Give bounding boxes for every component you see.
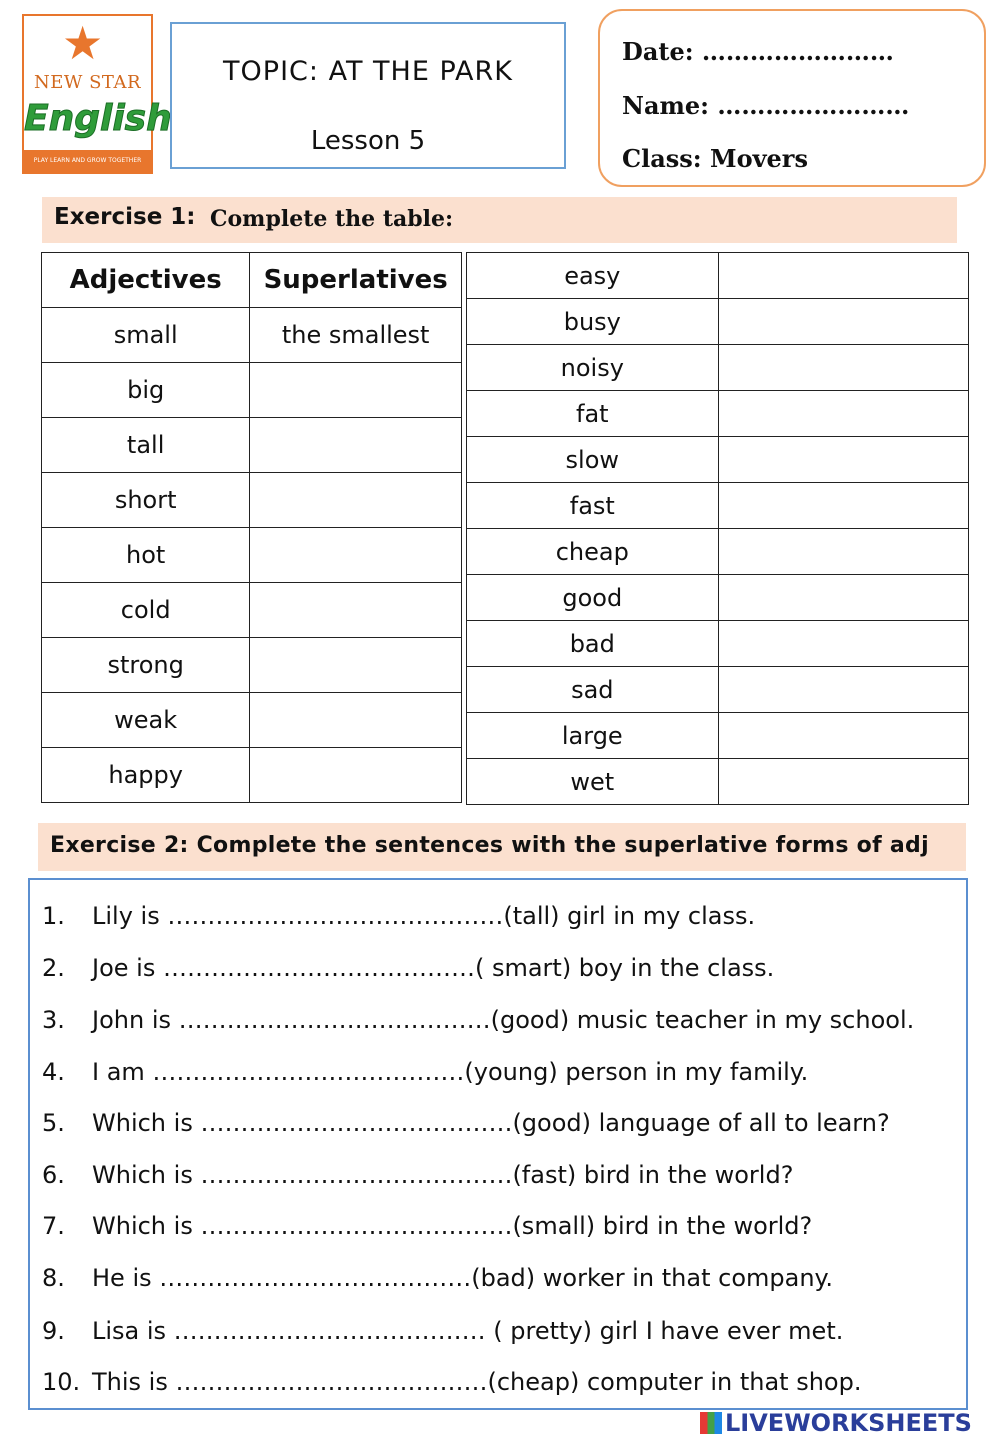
superlative-answer-cell[interactable]: [718, 529, 968, 575]
adjectives-header: Adjectives: [42, 253, 250, 308]
sentence-number: 8.: [42, 1264, 65, 1292]
date-field[interactable]: Date: ……………………: [622, 37, 894, 66]
sentence-item[interactable]: [42, 1161, 793, 1189]
adjective-cell: short: [42, 473, 250, 528]
sentence-number: 7.: [42, 1212, 65, 1240]
superlative-answer-cell[interactable]: [250, 473, 462, 528]
sentence-item[interactable]: [42, 902, 755, 930]
table-row: [467, 391, 969, 437]
superlative-answer-cell[interactable]: [250, 583, 462, 638]
adjective-cell: slow: [467, 437, 719, 483]
superlative-answer-cell[interactable]: [718, 621, 968, 667]
sentence-item[interactable]: [42, 1317, 843, 1345]
exercise2-banner: [38, 823, 966, 871]
name-field[interactable]: Name: ……………………: [622, 91, 910, 120]
superlative-answer-cell[interactable]: [250, 363, 462, 418]
table-row: [42, 473, 462, 528]
brand-text: LIVEWORKSHEETS: [725, 1409, 972, 1437]
sentences-box: [28, 878, 968, 1410]
table-row: [467, 713, 969, 759]
adjective-cell: bad: [467, 621, 719, 667]
logo: [22, 14, 172, 174]
table-row: [467, 483, 969, 529]
table-row: [467, 345, 969, 391]
superlative-answer-cell[interactable]: [718, 575, 968, 621]
sentence-item[interactable]: [42, 1109, 890, 1137]
table-row: [42, 748, 462, 803]
liveworksheets-brand: [700, 1409, 972, 1437]
superlative-answer-cell[interactable]: the smallest: [250, 308, 462, 363]
adjective-cell: cheap: [467, 529, 719, 575]
superlative-answer-cell[interactable]: [250, 418, 462, 473]
logo-line2: English: [24, 98, 172, 139]
adjective-cell: sad: [467, 667, 719, 713]
topic-box: [170, 22, 566, 169]
table-row: [467, 575, 969, 621]
sentence-text: Which is …………………………………(fast) bird in the world?: [92, 1161, 794, 1189]
sentence-text: This is …………………………………(cheap) computer in that shop.: [92, 1368, 862, 1396]
sentence-text: Joe is …………………………………( smart) boy in the class.: [92, 954, 775, 982]
sentence-item[interactable]: [42, 954, 774, 982]
adjective-cell: fast: [467, 483, 719, 529]
sentence-number: 3.: [42, 1006, 65, 1034]
superlative-answer-cell[interactable]: [250, 528, 462, 583]
sentence-text: Which is …………………………………(good) language of all to learn?: [92, 1109, 890, 1137]
sentence-number: 1.: [42, 902, 65, 930]
adjective-cell: tall: [42, 418, 250, 473]
exercise1-instruction: Complete the table:: [210, 206, 454, 232]
table-row: [467, 667, 969, 713]
adjective-cell: small: [42, 308, 250, 363]
superlative-answer-cell[interactable]: [718, 299, 968, 345]
table-row: [467, 529, 969, 575]
adjective-cell: noisy: [467, 345, 719, 391]
lesson-title: Lesson 5: [310, 126, 426, 156]
adjective-cell: fat: [467, 391, 719, 437]
adjective-cell: happy: [42, 748, 250, 803]
logo-tagline: PLAY LEARN AND GROW TOGETHER: [24, 150, 151, 172]
sentence-number: 4.: [42, 1058, 65, 1086]
sentence-text: Which is …………………………………(small) bird in the world?: [92, 1212, 813, 1240]
superlative-answer-cell[interactable]: [718, 483, 968, 529]
sentence-number: 10.: [42, 1368, 81, 1396]
superlative-answer-cell[interactable]: [250, 638, 462, 693]
adjective-cell: wet: [467, 759, 719, 805]
adjectives-table-left: [41, 252, 462, 803]
sentence-number: 5.: [42, 1109, 65, 1137]
adjective-cell: busy: [467, 299, 719, 345]
exercise2-label: Exercise 2: Complete the sentences with the superlative forms of adj: [50, 833, 929, 858]
adjective-cell: good: [467, 575, 719, 621]
table-row: [42, 583, 462, 638]
superlative-answer-cell[interactable]: [718, 253, 968, 299]
sentence-text: Lisa is ………………………………… ( pretty) girl I have ever met.: [92, 1317, 844, 1345]
superlative-answer-cell[interactable]: [718, 345, 968, 391]
logo-line1: NEW STAR: [33, 72, 142, 93]
class-field: Class: Movers: [622, 144, 808, 173]
sentence-text: He is …………………………………(bad) worker in that company.: [92, 1264, 833, 1292]
topic-title: TOPIC: AT THE PARK: [223, 56, 513, 87]
sentence-text: I am …………………………………(young) person in my family.: [92, 1058, 809, 1086]
superlative-answer-cell[interactable]: [250, 693, 462, 748]
table-row: [467, 759, 969, 805]
adjectives-table-right: [466, 252, 969, 805]
sentence-text: Lily is ……………………………………(tall) girl in my class.: [92, 902, 756, 930]
sentence-item[interactable]: [42, 1368, 861, 1396]
table-row: [42, 308, 462, 363]
exercise1-banner: [42, 197, 957, 243]
adjective-cell: weak: [42, 693, 250, 748]
exercise1-label: Exercise 1:: [54, 204, 196, 230]
superlative-answer-cell[interactable]: [718, 667, 968, 713]
sentence-item[interactable]: [42, 1212, 812, 1240]
table-row: [467, 299, 969, 345]
liveworksheets-logo-icon: [700, 1412, 722, 1434]
adjective-cell: large: [467, 713, 719, 759]
adjective-cell: strong: [42, 638, 250, 693]
table-row: [42, 418, 462, 473]
sentence-text: John is …………………………………(good) music teacher in my school.: [92, 1006, 915, 1034]
table-row: [467, 253, 969, 299]
table-row: [42, 693, 462, 748]
sentence-item[interactable]: [42, 1006, 914, 1034]
adjective-cell: cold: [42, 583, 250, 638]
table-row: [42, 638, 462, 693]
adjective-cell: big: [42, 363, 250, 418]
sentence-number: 6.: [42, 1161, 65, 1189]
student-info-box: [598, 9, 986, 187]
superlatives-header: Superlatives: [250, 253, 462, 308]
superlative-answer-cell[interactable]: [718, 713, 968, 759]
superlative-answer-cell[interactable]: [718, 391, 968, 437]
star-icon: ★: [62, 16, 104, 70]
sentence-number: 2.: [42, 954, 65, 982]
table-row: [42, 363, 462, 418]
sentence-number: 9.: [42, 1317, 65, 1345]
sentence-item[interactable]: [42, 1264, 833, 1292]
table-row: [467, 437, 969, 483]
superlative-answer-cell[interactable]: [718, 759, 968, 805]
adjective-cell: hot: [42, 528, 250, 583]
table-row: [467, 621, 969, 667]
sentence-item[interactable]: [42, 1058, 808, 1086]
table-row: [42, 528, 462, 583]
adjective-cell: easy: [467, 253, 719, 299]
table-header-row: [42, 253, 462, 308]
superlative-answer-cell[interactable]: [250, 748, 462, 803]
superlative-answer-cell[interactable]: [718, 437, 968, 483]
